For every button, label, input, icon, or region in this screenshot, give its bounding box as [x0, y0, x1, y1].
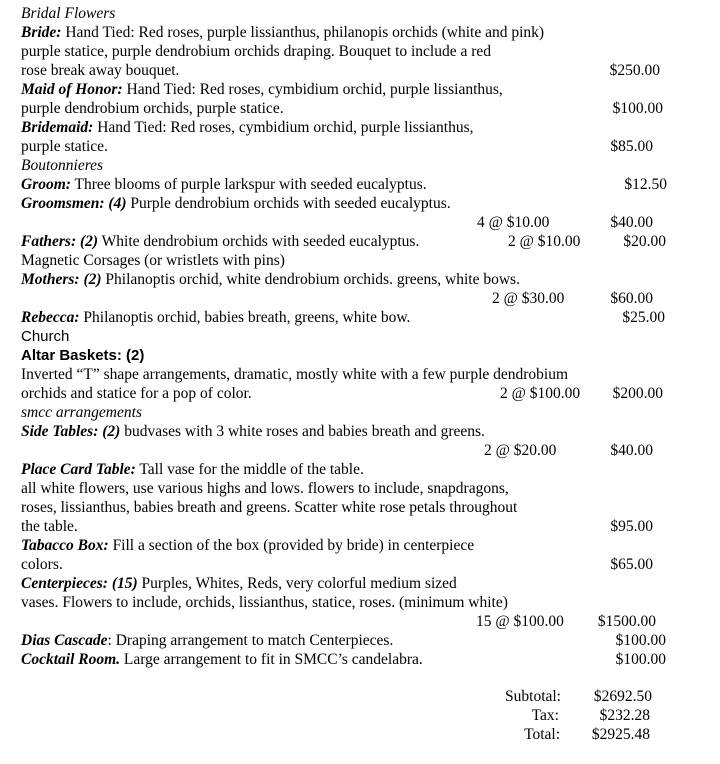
fathers-price: $20.00 — [623, 233, 666, 250]
maid-of-honor-line-2: purple dendrobium orchids, purple statice. — [21, 100, 284, 117]
altar-baskets-label: Altar Baskets: (2) — [21, 347, 145, 364]
bridesmaid-line-1 — [21, 118, 474, 137]
side-tables-label: Side Tables: (2) — [21, 423, 121, 440]
bride-line-2: purple statice, purple dendrobium orchids draping. Bouquet to include a red — [21, 43, 492, 60]
section-magnetic-corsages: Magnetic Corsages (or wristlets with pins) — [21, 252, 285, 269]
place-card-table-line-4: the table. — [21, 518, 78, 535]
dias-cascade-text: : Draping arrangement to match Centerpieces. — [107, 632, 394, 649]
bridesmaid-text-1: Hand Tied: Red roses, cymbidium orchid, purple lissianthus, — [93, 119, 474, 136]
centerpieces-text-1: Purples, Whites, Reds, very colorful medium sized — [137, 575, 457, 592]
fathers-text: White dendrobium orchids with seeded eucalyptus. — [98, 233, 420, 250]
groomsmen-text: Purple dendrobium orchids with seeded eucalyptus. — [126, 195, 451, 212]
centerpieces-label: Centerpieces: (15) — [21, 575, 138, 592]
fathers-qty: 2 @ $10.00 — [508, 233, 581, 250]
tabacco-box-price: $65.00 — [610, 556, 653, 573]
maid-of-honor-line-1 — [21, 80, 503, 99]
mothers-qty: 2 @ $30.00 — [492, 290, 565, 307]
maid-of-honor-label: Maid of Honor: — [21, 81, 123, 98]
centerpieces-line-2: vases. Flowers to include, orchids, lissianthus, statice, roses. (minimum white) — [21, 594, 508, 611]
bride-text-1: Hand Tied: Red roses, purple lissianthus, philanopis orchids (white and pink) — [61, 24, 545, 41]
place-card-table-text-1: Tall vase for the middle of the table. — [135, 461, 364, 478]
bridesmaid-line-2: purple statice. — [21, 138, 108, 155]
altar-baskets-price: $200.00 — [612, 385, 663, 402]
cocktail-room-label: Cocktail Room. — [21, 651, 121, 668]
groomsmen-label: Groomsmen: (4) — [21, 195, 127, 212]
side-tables-price: $40.00 — [610, 442, 653, 459]
maid-of-honor-price: $100.00 — [612, 100, 663, 117]
altar-baskets-line-2: orchids and statice for a pop of color. — [21, 385, 252, 402]
mothers-text: Philanoptis orchid, white dendrobium orchids. greens, white bows. — [101, 271, 520, 288]
bridesmaid-price: $85.00 — [610, 138, 653, 155]
groom-label: Groom: — [21, 176, 71, 193]
section-bridal-flowers: Bridal Flowers — [21, 5, 116, 22]
side-tables-line — [21, 422, 485, 441]
dias-cascade-line — [21, 631, 393, 650]
cocktail-room-line — [21, 650, 423, 669]
bride-line-1 — [21, 23, 544, 42]
rebecca-price: $25.00 — [622, 309, 665, 326]
tabacco-box-line-1 — [21, 536, 474, 555]
centerpieces-price: $1500.00 — [597, 613, 656, 630]
maid-of-honor-text-1: Hand Tied: Red roses, cymbidium orchid, purple lissianthus, — [122, 81, 503, 98]
cocktail-room-price: $100.00 — [615, 651, 666, 668]
place-card-table-label: Place Card Table: — [21, 461, 136, 478]
mothers-label: Mothers: (2) — [21, 271, 102, 288]
bride-label: Bride: — [21, 24, 62, 41]
bride-price: $250.00 — [609, 62, 660, 79]
cocktail-room-text: Large arrangement to fit in SMCC’s candelabra. — [120, 651, 423, 668]
subtotal-label: Subtotal: — [505, 688, 561, 705]
subtotal-value: $2692.50 — [593, 688, 652, 705]
place-card-table-line-1 — [21, 460, 364, 479]
tax-value: $232.28 — [599, 707, 650, 724]
total-label: Total: — [524, 726, 560, 743]
rebecca-label: Rebecca: — [21, 309, 80, 326]
place-card-table-line-2: all white flowers, use various highs and lows. flowers to include, snapdragons, — [21, 480, 509, 497]
altar-baskets-qty: 2 @ $100.00 — [500, 385, 581, 402]
centerpieces-line-1 — [21, 574, 457, 593]
section-boutonnieres: Boutonnieres — [21, 157, 104, 174]
side-tables-qty: 2 @ $20.00 — [484, 442, 557, 459]
rebecca-text: Philanoptis orchid, babies breath, greens, white bow. — [79, 309, 411, 326]
tabacco-box-label: Tabacco Box: — [21, 537, 109, 554]
section-smcc-arrangements: smcc arrangements — [21, 404, 142, 421]
mothers-line — [21, 270, 520, 289]
centerpieces-qty: 15 @ $100.00 — [476, 613, 564, 630]
groomsmen-line — [21, 194, 451, 213]
side-tables-text: budvases with 3 white roses and babies breath and greens. — [120, 423, 485, 440]
rebecca-line — [21, 308, 410, 327]
mothers-price: $60.00 — [610, 290, 653, 307]
groom-line — [21, 175, 427, 194]
groomsmen-price: $40.00 — [610, 214, 653, 231]
dias-cascade-label: Dias Cascade — [21, 632, 108, 649]
groom-text: Three blooms of purple larkspur with seeded eucalyptus. — [70, 176, 427, 193]
tax-label: Tax: — [531, 707, 559, 724]
altar-baskets-line-1: Inverted “T” shape arrangements, dramatic, mostly white with a few purple dendrobium — [21, 366, 569, 383]
tabacco-box-line-2: colors. — [21, 556, 63, 573]
tabacco-box-text-1: Fill a section of the box (provided by bride) in centerpiece — [108, 537, 475, 554]
fathers-line — [21, 232, 419, 251]
groomsmen-qty: 4 @ $10.00 — [477, 214, 550, 231]
place-card-table-price: $95.00 — [610, 518, 653, 535]
bride-line-3: rose break away bouquet. — [21, 62, 180, 79]
dias-cascade-price: $100.00 — [615, 632, 666, 649]
bridesmaid-label: Bridemaid: — [21, 119, 94, 136]
section-church: Church — [21, 328, 70, 345]
place-card-table-line-3: roses, lissianthus, babies breath and greens. Scatter white rose petals throughout — [21, 499, 518, 516]
total-value: $2925.48 — [591, 726, 650, 743]
groom-price: $12.50 — [624, 176, 667, 193]
fathers-label: Fathers: (2) — [21, 233, 99, 250]
